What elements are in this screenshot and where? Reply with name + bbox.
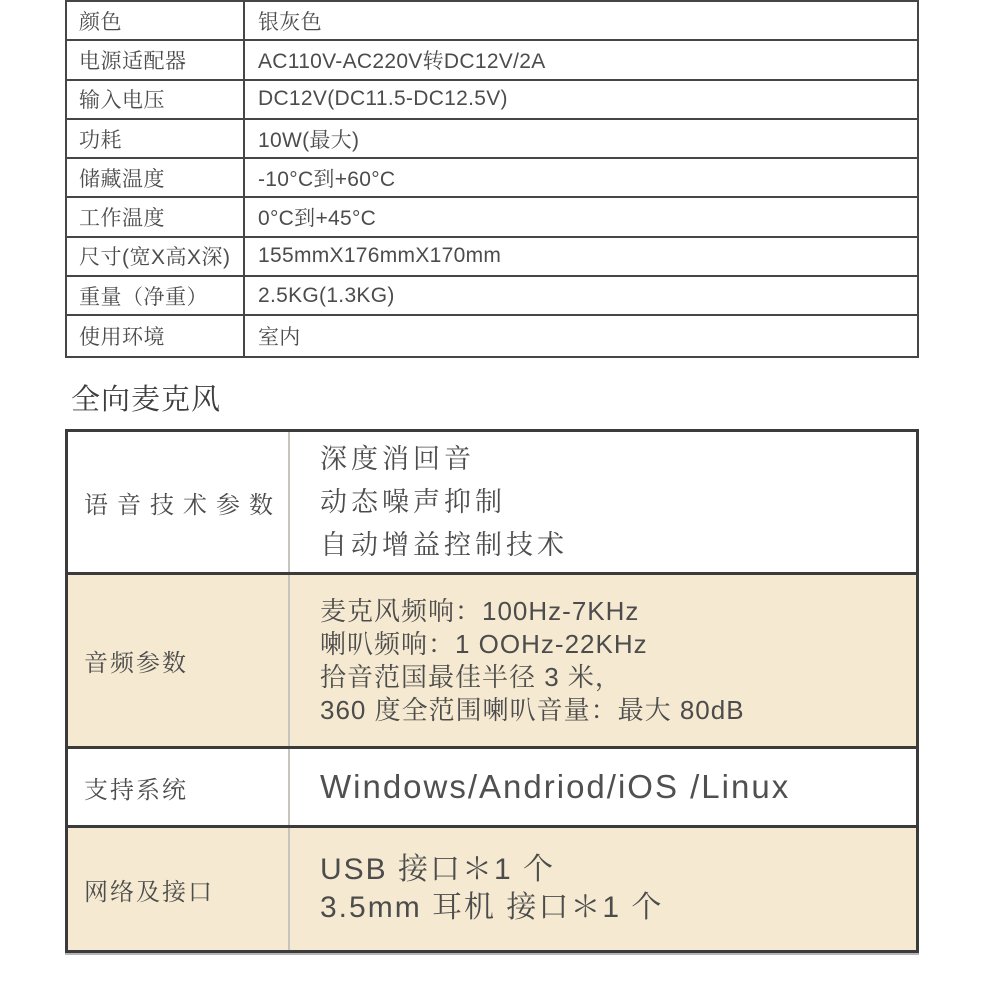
- spec-label: 功耗: [67, 120, 245, 157]
- table-row: [67, 41, 917, 80]
- table-row: [68, 828, 916, 950]
- spec-value-line: 深度消回音: [320, 443, 475, 474]
- spec-value: -10°C到+60°C: [258, 167, 396, 191]
- table-row: [67, 81, 917, 120]
- table-row: [67, 198, 917, 237]
- section-heading: 全向麦克风: [71, 384, 222, 416]
- spec-label: 输入电压: [67, 81, 245, 118]
- spec-label: 尺寸(宽X高X深): [67, 238, 245, 275]
- spec-label: 使用环境: [67, 316, 245, 355]
- spec-label: 重量（净重）: [67, 277, 245, 314]
- table-row: [68, 749, 916, 828]
- spec-label: 储藏温度: [67, 159, 245, 196]
- spec-value-line: 喇叭频响：1 OOHz-22KHz: [320, 628, 648, 659]
- spec-value: 2.5KG(1.3KG): [258, 283, 395, 307]
- spec-value: AC110V-AC220V转DC12V/2A: [258, 49, 546, 73]
- table-row: [68, 432, 916, 575]
- spec-label: 音频参数: [68, 575, 290, 746]
- spec-value-line: 拾音范国最佳半径 3 米，: [320, 661, 622, 692]
- spec-label: 工作温度: [67, 198, 245, 235]
- mic-table: [65, 429, 919, 953]
- spec-value: 室内: [258, 326, 301, 350]
- spec-value-line: 3.5mm 耳机 接口＊1 个: [320, 891, 664, 924]
- spec-label: 颜色: [67, 2, 245, 39]
- spec-label: 电源适配器: [67, 41, 245, 78]
- spec-value-line: USB 接口＊1 个: [320, 853, 556, 886]
- spec-value: [290, 432, 916, 572]
- spec-value: [290, 828, 916, 950]
- spec-label: 支持系统: [68, 749, 290, 825]
- spec-value-line: Windows/Andriod/iOS /Linux: [320, 768, 791, 805]
- spec-value: DC12V(DC11.5-DC12.5V): [258, 87, 508, 111]
- table-row: [67, 2, 917, 41]
- spec-value-line: 360 度全范围喇叭音量：最大 80dB: [320, 694, 745, 725]
- table-row: [67, 159, 917, 198]
- spec-value: 155mmX176mmX170mm: [258, 244, 502, 268]
- spec-value: 10W(最大): [258, 128, 360, 152]
- spec-value: 0°C到+45°C: [258, 207, 377, 231]
- table-row: [67, 238, 917, 277]
- spec-value: 银灰色: [258, 10, 322, 34]
- table-row: [67, 277, 917, 316]
- spec-value-line: 自动增益控制技术: [320, 529, 568, 560]
- spec-value-line: 麦克风频响：100Hz-7KHz: [320, 595, 640, 626]
- table-row: [67, 316, 917, 355]
- table-row: [68, 575, 916, 749]
- spec-label: 网络及接口: [68, 828, 290, 950]
- spec-table: [65, 0, 919, 358]
- table-row: [67, 120, 917, 159]
- spec-label: 语音技术参数: [68, 432, 290, 572]
- spec-value: [290, 575, 916, 746]
- spec-value: [290, 749, 916, 825]
- spec-value-line: 动态噪声抑制: [320, 486, 506, 517]
